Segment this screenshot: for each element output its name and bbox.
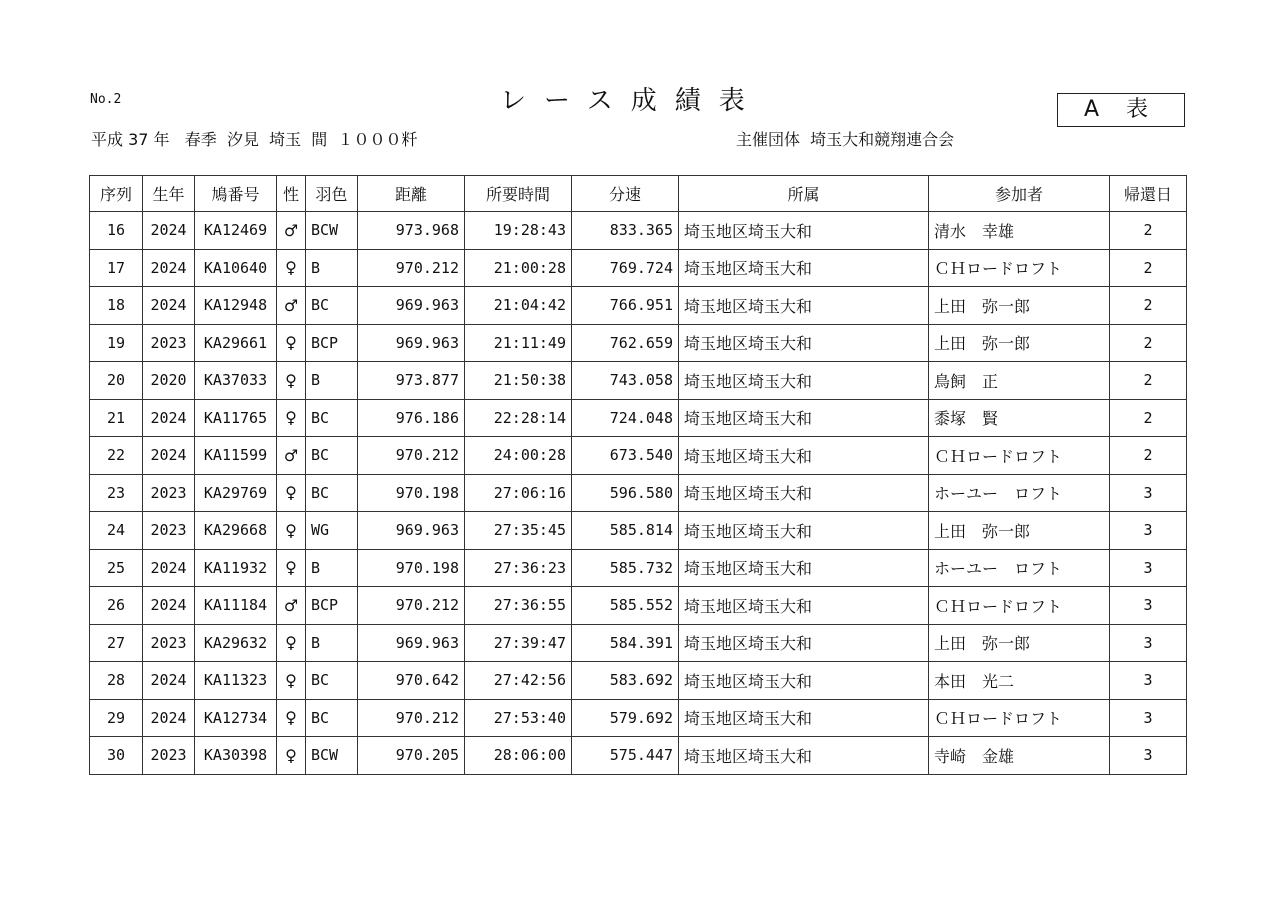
table-row [90, 212, 1187, 250]
speed-cell: 769.724 [572, 249, 679, 287]
speed-cell: 762.659 [572, 324, 679, 362]
ring-number-cell: KA11599 [195, 437, 277, 475]
birth-year-cell: 2023 [143, 624, 195, 662]
ring-number-cell: KA37033 [195, 362, 277, 400]
speed-cell: 585.814 [572, 512, 679, 550]
affiliation-cell: 埼玉地区埼玉大和 [679, 362, 929, 400]
distance-cell: 969.963 [358, 512, 465, 550]
col-header-ring-number: 鳩番号 [195, 176, 277, 212]
col-header-color: 羽色 [306, 176, 358, 212]
speed-cell: 575.447 [572, 737, 679, 775]
participant-cell: ホーユー ロフト [929, 549, 1110, 587]
ring-number-cell: KA11932 [195, 549, 277, 587]
elapsed-time-cell: 27:35:45 [465, 512, 572, 550]
color-cell: BC [306, 474, 358, 512]
participant-cell: ＣＨロードロフト [929, 699, 1110, 737]
sex-cell: ♀ [277, 399, 306, 437]
color-cell: B [306, 549, 358, 587]
color-cell: BC [306, 699, 358, 737]
birth-year-cell: 2023 [143, 737, 195, 775]
race-info: 平成 37 年 春季 汐見 埼玉 間 １０００粁 [91, 130, 418, 149]
rank-cell: 20 [90, 362, 143, 400]
table-row [90, 437, 1187, 475]
rank-cell: 26 [90, 587, 143, 625]
return-day-cell: 3 [1110, 587, 1187, 625]
header-row [90, 176, 1187, 212]
table-row [90, 249, 1187, 287]
results-body [90, 212, 1187, 775]
affiliation-cell: 埼玉地区埼玉大和 [679, 587, 929, 625]
participant-cell: 上田 弥一郎 [929, 624, 1110, 662]
table-row [90, 587, 1187, 625]
affiliation-cell: 埼玉地区埼玉大和 [679, 662, 929, 700]
color-cell: BC [306, 437, 358, 475]
birth-year-cell: 2020 [143, 362, 195, 400]
participant-cell: ＣＨロードロフト [929, 587, 1110, 625]
sex-cell: ♀ [277, 362, 306, 400]
sex-cell: ♀ [277, 549, 306, 587]
return-day-cell: 2 [1110, 324, 1187, 362]
distance-cell: 973.877 [358, 362, 465, 400]
birth-year-cell: 2023 [143, 512, 195, 550]
col-header-affiliation: 所属 [679, 176, 929, 212]
sex-cell: ♂ [277, 212, 306, 250]
elapsed-time-cell: 27:36:55 [465, 587, 572, 625]
elapsed-time-cell: 27:39:47 [465, 624, 572, 662]
elapsed-time-cell: 22:28:14 [465, 399, 572, 437]
elapsed-time-cell: 27:36:23 [465, 549, 572, 587]
return-day-cell: 3 [1110, 624, 1187, 662]
distance-cell: 969.963 [358, 287, 465, 325]
participant-cell: 上田 弥一郎 [929, 287, 1110, 325]
sex-cell: ♀ [277, 474, 306, 512]
color-cell: BC [306, 662, 358, 700]
return-day-cell: 3 [1110, 474, 1187, 512]
birth-year-cell: 2024 [143, 549, 195, 587]
return-day-cell: 2 [1110, 362, 1187, 400]
affiliation-cell: 埼玉地区埼玉大和 [679, 549, 929, 587]
affiliation-cell: 埼玉地区埼玉大和 [679, 437, 929, 475]
rank-cell: 30 [90, 737, 143, 775]
color-cell: B [306, 624, 358, 662]
participant-cell: 清水 幸雄 [929, 212, 1110, 250]
birth-year-cell: 2024 [143, 399, 195, 437]
rank-cell: 21 [90, 399, 143, 437]
col-header-participant: 参加者 [929, 176, 1110, 212]
participant-cell: 鳥飼 正 [929, 362, 1110, 400]
distance-cell: 970.642 [358, 662, 465, 700]
affiliation-cell: 埼玉地区埼玉大和 [679, 737, 929, 775]
color-cell: BC [306, 287, 358, 325]
speed-cell: 585.732 [572, 549, 679, 587]
ring-number-cell: KA11323 [195, 662, 277, 700]
return-day-cell: 2 [1110, 437, 1187, 475]
participant-cell: 寺崎 金雄 [929, 737, 1110, 775]
speed-cell: 833.365 [572, 212, 679, 250]
affiliation-cell: 埼玉地区埼玉大和 [679, 212, 929, 250]
col-header-birth-year: 生年 [143, 176, 195, 212]
elapsed-time-cell: 27:53:40 [465, 699, 572, 737]
elapsed-time-cell: 28:06:00 [465, 737, 572, 775]
distance-cell: 970.212 [358, 437, 465, 475]
participant-cell: 上田 弥一郎 [929, 512, 1110, 550]
distance-cell: 969.963 [358, 324, 465, 362]
return-day-cell: 3 [1110, 699, 1187, 737]
speed-cell: 596.580 [572, 474, 679, 512]
table-row [90, 512, 1187, 550]
col-header-sex: 性 [277, 176, 306, 212]
birth-year-cell: 2024 [143, 249, 195, 287]
speed-cell: 673.540 [572, 437, 679, 475]
birth-year-cell: 2024 [143, 662, 195, 700]
participant-cell: ＣＨロードロフト [929, 249, 1110, 287]
sex-cell: ♀ [277, 699, 306, 737]
return-day-cell: 3 [1110, 737, 1187, 775]
elapsed-time-cell: 19:28:43 [465, 212, 572, 250]
col-header-speed: 分速 [572, 176, 679, 212]
speed-cell: 585.552 [572, 587, 679, 625]
col-header-rank: 序列 [90, 176, 143, 212]
table-row [90, 287, 1187, 325]
table-row [90, 662, 1187, 700]
elapsed-time-cell: 21:00:28 [465, 249, 572, 287]
affiliation-cell: 埼玉地区埼玉大和 [679, 512, 929, 550]
table-row [90, 624, 1187, 662]
participant-cell: 上田 弥一郎 [929, 324, 1110, 362]
elapsed-time-cell: 21:11:49 [465, 324, 572, 362]
ring-number-cell: KA29661 [195, 324, 277, 362]
table-row [90, 474, 1187, 512]
affiliation-cell: 埼玉地区埼玉大和 [679, 287, 929, 325]
color-cell: BCP [306, 587, 358, 625]
birth-year-cell: 2024 [143, 699, 195, 737]
ring-number-cell: KA12469 [195, 212, 277, 250]
return-day-cell: 2 [1110, 287, 1187, 325]
table-row [90, 399, 1187, 437]
distance-cell: 970.198 [358, 549, 465, 587]
distance-cell: 969.963 [358, 624, 465, 662]
elapsed-time-cell: 21:50:38 [465, 362, 572, 400]
sex-cell: ♀ [277, 324, 306, 362]
color-cell: BC [306, 399, 358, 437]
sex-cell: ♀ [277, 737, 306, 775]
distance-cell: 970.212 [358, 587, 465, 625]
sex-cell: ♀ [277, 624, 306, 662]
birth-year-cell: 2024 [143, 437, 195, 475]
sex-cell: ♀ [277, 249, 306, 287]
ring-number-cell: KA29668 [195, 512, 277, 550]
ring-number-cell: KA12948 [195, 287, 277, 325]
sex-cell: ♀ [277, 662, 306, 700]
color-cell: WG [306, 512, 358, 550]
birth-year-cell: 2024 [143, 287, 195, 325]
rank-cell: 24 [90, 512, 143, 550]
organizer-info: 主催団体 埼玉大和競翔連合会 [736, 130, 955, 149]
ring-number-cell: KA29632 [195, 624, 277, 662]
ring-number-cell: KA11765 [195, 399, 277, 437]
table-row [90, 737, 1187, 775]
elapsed-time-cell: 21:04:42 [465, 287, 572, 325]
table-tag-box: A 表 [1057, 93, 1185, 127]
ring-number-cell: KA30398 [195, 737, 277, 775]
table-row [90, 362, 1187, 400]
birth-year-cell: 2024 [143, 587, 195, 625]
distance-cell: 976.186 [358, 399, 465, 437]
results-table [89, 175, 1187, 775]
distance-cell: 970.212 [358, 249, 465, 287]
rank-cell: 25 [90, 549, 143, 587]
color-cell: B [306, 362, 358, 400]
table-row [90, 549, 1187, 587]
sex-cell: ♂ [277, 437, 306, 475]
birth-year-cell: 2023 [143, 474, 195, 512]
return-day-cell: 3 [1110, 662, 1187, 700]
speed-cell: 584.391 [572, 624, 679, 662]
participant-cell: 黍塚 賢 [929, 399, 1110, 437]
return-day-cell: 2 [1110, 399, 1187, 437]
participant-cell: ＣＨロードロフト [929, 437, 1110, 475]
elapsed-time-cell: 24:00:28 [465, 437, 572, 475]
elapsed-time-cell: 27:06:16 [465, 474, 572, 512]
speed-cell: 743.058 [572, 362, 679, 400]
color-cell: B [306, 249, 358, 287]
rank-cell: 29 [90, 699, 143, 737]
participant-cell: ホーユー ロフト [929, 474, 1110, 512]
table-row [90, 324, 1187, 362]
speed-cell: 724.048 [572, 399, 679, 437]
col-header-distance: 距離 [358, 176, 465, 212]
distance-cell: 970.205 [358, 737, 465, 775]
color-cell: BCW [306, 212, 358, 250]
rank-cell: 22 [90, 437, 143, 475]
rank-cell: 19 [90, 324, 143, 362]
affiliation-cell: 埼玉地区埼玉大和 [679, 249, 929, 287]
sex-cell: ♀ [277, 512, 306, 550]
rank-cell: 16 [90, 212, 143, 250]
ring-number-cell: KA12734 [195, 699, 277, 737]
affiliation-cell: 埼玉地区埼玉大和 [679, 474, 929, 512]
return-day-cell: 2 [1110, 249, 1187, 287]
speed-cell: 766.951 [572, 287, 679, 325]
birth-year-cell: 2023 [143, 324, 195, 362]
ring-number-cell: KA10640 [195, 249, 277, 287]
col-header-elapsed-time: 所要時間 [465, 176, 572, 212]
color-cell: BCW [306, 737, 358, 775]
ring-number-cell: KA11184 [195, 587, 277, 625]
distance-cell: 970.198 [358, 474, 465, 512]
ring-number-cell: KA29769 [195, 474, 277, 512]
elapsed-time-cell: 27:42:56 [465, 662, 572, 700]
distance-cell: 973.968 [358, 212, 465, 250]
participant-cell: 本田 光二 [929, 662, 1110, 700]
sex-cell: ♂ [277, 287, 306, 325]
color-cell: BCP [306, 324, 358, 362]
rank-cell: 28 [90, 662, 143, 700]
rank-cell: 17 [90, 249, 143, 287]
speed-cell: 579.692 [572, 699, 679, 737]
sex-cell: ♂ [277, 587, 306, 625]
affiliation-cell: 埼玉地区埼玉大和 [679, 324, 929, 362]
return-day-cell: 3 [1110, 512, 1187, 550]
affiliation-cell: 埼玉地区埼玉大和 [679, 624, 929, 662]
affiliation-cell: 埼玉地区埼玉大和 [679, 699, 929, 737]
document-title: レース成績表 [500, 86, 763, 116]
col-header-return-day: 帰還日 [1110, 176, 1187, 212]
speed-cell: 583.692 [572, 662, 679, 700]
affiliation-cell: 埼玉地区埼玉大和 [679, 399, 929, 437]
page-number: No.2 [90, 92, 122, 107]
table-row [90, 699, 1187, 737]
rank-cell: 18 [90, 287, 143, 325]
distance-cell: 970.212 [358, 699, 465, 737]
return-day-cell: 3 [1110, 549, 1187, 587]
return-day-cell: 2 [1110, 212, 1187, 250]
birth-year-cell: 2024 [143, 212, 195, 250]
rank-cell: 27 [90, 624, 143, 662]
rank-cell: 23 [90, 474, 143, 512]
